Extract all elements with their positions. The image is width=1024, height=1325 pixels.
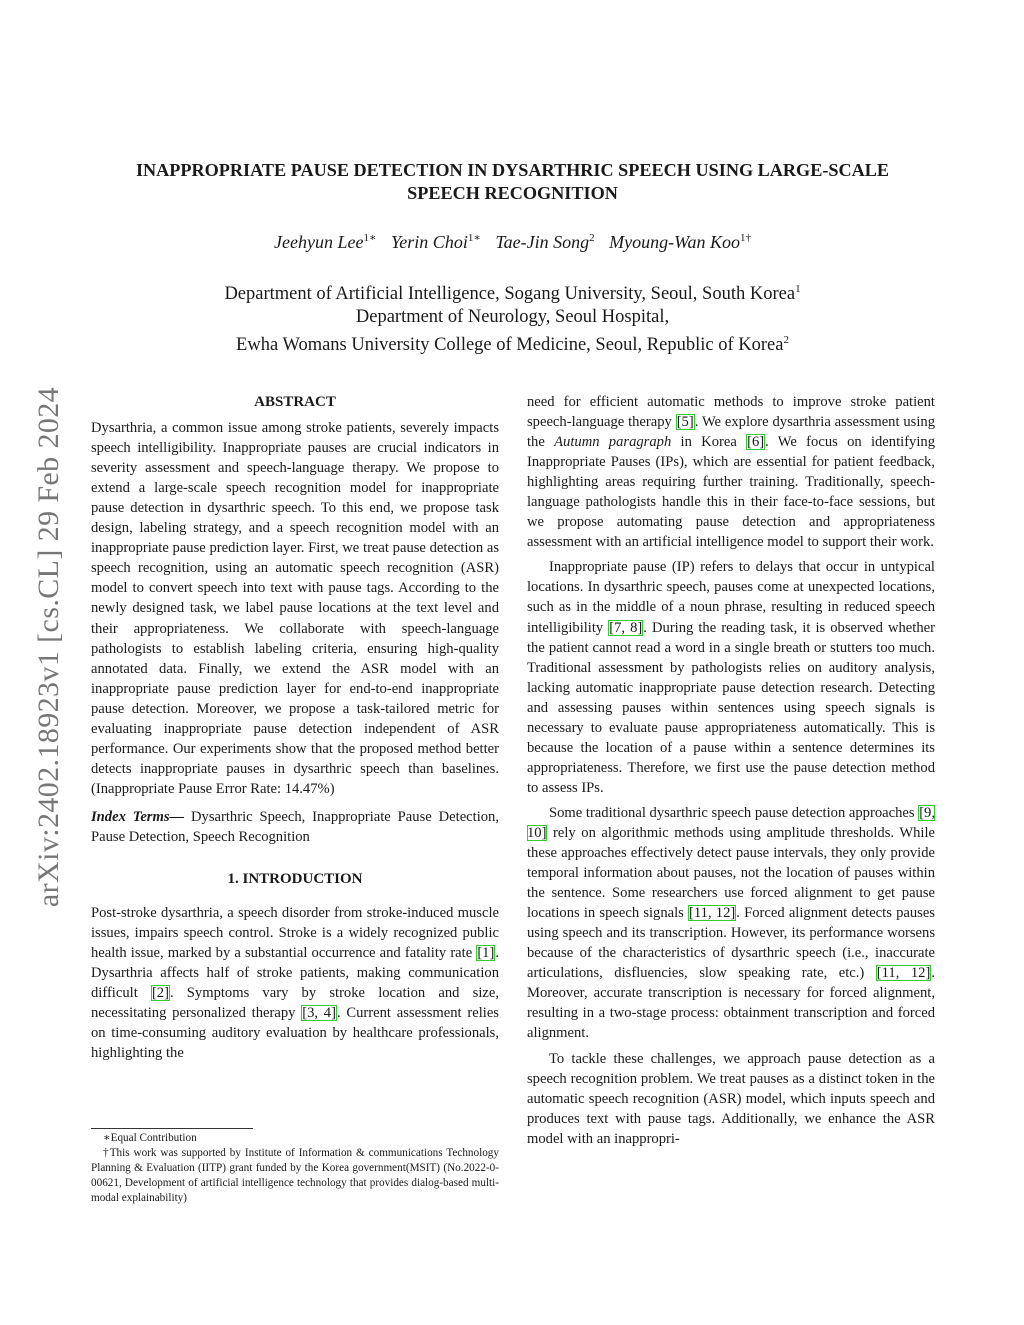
author: Jeehyun Lee$^{1∗}$ [274, 232, 377, 252]
title-line-2: SPEECH RECOGNITION [407, 183, 618, 203]
footnote-equal-contribution: ∗Equal Contribution [103, 1132, 197, 1144]
abstract-text: Dysarthria, a common issue among stroke patients, severely impacts speech intelligibility. Inappropriate pauses are crucial indicators in severity assessment and speech-language therapy. We propose to extend a large-scale speech recognition model for inappropriate pause detection in dysarthric speech. To this end, we propose task design, labeling strategy, and a speech recognition model with an inappropriate pause prediction layer. First, we treat pause detection as speech recognition, using an automatic speech recognition (ASR) model to convert speech into text with pause tags. According to the newly designed task, we label pause locations at the text level and their appropriateness. We collaborate with speech-language pathologists to establish labeling criteria, ensuring high-quality annotated data. Finally, we extend the ASR model with an inappropriate pause prediction layer for end-to-end inappropriate pause detection. Moreover, we propose a task-tailored metric for evaluating inappropriate pause detection independent of ASR performance. Our experiments show that the proposed method better detects inappropriate pauses in dysarthric speech than baselines. (Inappropriate Pause Error Rate: 14.47%) [91, 420, 499, 797]
citation-link[interactable]: [3, 4] [302, 1005, 336, 1022]
citation-link[interactable]: [7, 8] [609, 619, 643, 636]
right-column [527, 392, 935, 1149]
title-line-1: INAPPROPRIATE PAUSE DETECTION IN DYSARTHRIC SPEECH USING LARGE-SCALE [135, 160, 890, 180]
author-affiliation-mark: 1† [739, 232, 751, 244]
citation-link[interactable]: [5] [676, 414, 694, 431]
citation-link[interactable]: [9, 10] [527, 804, 935, 841]
intro-paragraph-2: Inappropriate pause (IP) refers to delays that occur in untypical locations. In dysarthric speech, pauses come at unexpected locations, such as in the middle of a noun phrase, resulting in reduced speech intelligibility [7, 8]. During the reading task, it is observed whether the patient cannot read a word in a single breath or stutters too much. Traditional assessment by pathologists relies on auditory analysis, lacking automatic inappropriate pause detection research. Detecting and assessing pauses within sentences using speech signals is necessary to evaluate pause appropriateness automatically. This is because the location of a pause within a sentence determines its appropriateness. Therefore, we first use the pause detection method to assess IPs. [527, 559, 935, 796]
citation-link[interactable]: [11, 12] [689, 905, 736, 922]
author-affiliation-mark: 1∗ [363, 232, 377, 244]
arxiv-identifier-stamp: arXiv:2402.18923v1 [cs.CL] 29 Feb 2024 [32, 386, 65, 908]
affiliation-line: Department of Artificial Intelligence, Sogang University, Seoul, South Korea$^1$ [224, 283, 801, 305]
intro-paragraph-4: To tackle these challenges, we approach pause detection as a speech recognition problem. We treat pauses as a distinct token in the automatic speech recognition (ASR) model, which inputs speech and produces text with pause tags. Additionally, we enhance the ASR model with an inappropri- [527, 1050, 935, 1147]
citation-link[interactable]: [2] [151, 985, 169, 1002]
affiliation-line: Department of Neurology, Seoul Hospital, [355, 307, 670, 328]
index-terms-label: Index Terms— [91, 808, 185, 825]
author-affiliation-mark: 1∗ [467, 232, 481, 244]
footnote-funding: †This work was supported by Institute of Information & communications Technology Planning & Evaluation (IITP) grant funded by the Korea government(MSIT) (No.2022-0-00621, Development of artificial intelligence technology that provides dialog-based multi-modal explainability) [91, 1147, 499, 1204]
paper-title [90, 159, 935, 205]
affiliations [90, 278, 935, 357]
affiliation-line: Ewha Womans University College of Medicine, Seoul, Republic of Korea$^2$ [236, 334, 789, 356]
author: Tae-Jin Song$^2$ [495, 232, 595, 252]
citation-link[interactable]: [6] [747, 434, 765, 451]
author-affiliation-mark: 2 [589, 232, 595, 244]
citation-link[interactable]: [1] [477, 945, 495, 962]
intro-paragraph-1-continued: need for efficient automatic methods to improve stroke patient speech-language therapy [5]. We explore dysarthria assessment using the Autumn paragraph in Korea [6]. We focus on identifying Inappropriate Pauses (IPs), which are essential for patient feedback, highlighting areas requiring further training. Traditionally, speech-language pathologists handle this in their face-to-face sessions, but we propose automating pause detection and appropriateness assessment with an artificial intelligence model to support their work. [527, 394, 935, 551]
left-column [91, 392, 499, 1063]
abstract-heading: ABSTRACT [254, 394, 336, 410]
index-terms: Index Terms— Dysarthric Speech, Inappropriate Pause Detection, Pause Detection, Speech Recognition [91, 808, 499, 845]
citation-link[interactable]: [11, 12] [876, 965, 931, 982]
intro-paragraph-1: Post-stroke dysarthria, a speech disorder from stroke-induced muscle issues, impairs speech control. Stroke is a widely recognized public health issue, marked by a substantial occurrence and fatality rate [1]. Dysarthria affects half of stroke patients, making communication difficult [2]. Symptoms vary by stroke location and size, necessitating personalized therapy [3, 4]. Current assessment relies on time-consuming auditory evaluation by healthcare professionals, highlighting the [91, 905, 499, 1062]
intro-paragraph-3: Some traditional dysarthric speech pause detection approaches [9, 10] rely on algorithmic methods using amplitude thresholds. While these approaches effectively detect pause intervals, they only provide temporal information about pauses, not the location of pauses within the sentence. Some researchers use forced alignment to get pause locations in speech signals [11, 12]. Forced alignment detects pauses using speech and its transcription. However, its performance worsens because of the characteristics of dysarthric speech (i.e., inaccurate articulations, disfluencies, slow speaking rate, etc.) [11, 12]. Moreover, accurate transcription is necessary for forced alignment, resulting in a two-stage process: obtainment transcription and forced alignment. [527, 804, 935, 1042]
footnote-divider [91, 1128, 253, 1129]
autumn-paragraph-emphasis: Autumn paragraph [554, 434, 672, 451]
author: Myoung-Wan Koo$^{1\dagger}$ [609, 232, 751, 252]
footnotes [91, 1131, 499, 1206]
author: Yerin Choi$^{1∗}$ [390, 232, 481, 252]
author-list [90, 231, 935, 253]
introduction-heading: 1. INTRODUCTION [227, 871, 363, 888]
